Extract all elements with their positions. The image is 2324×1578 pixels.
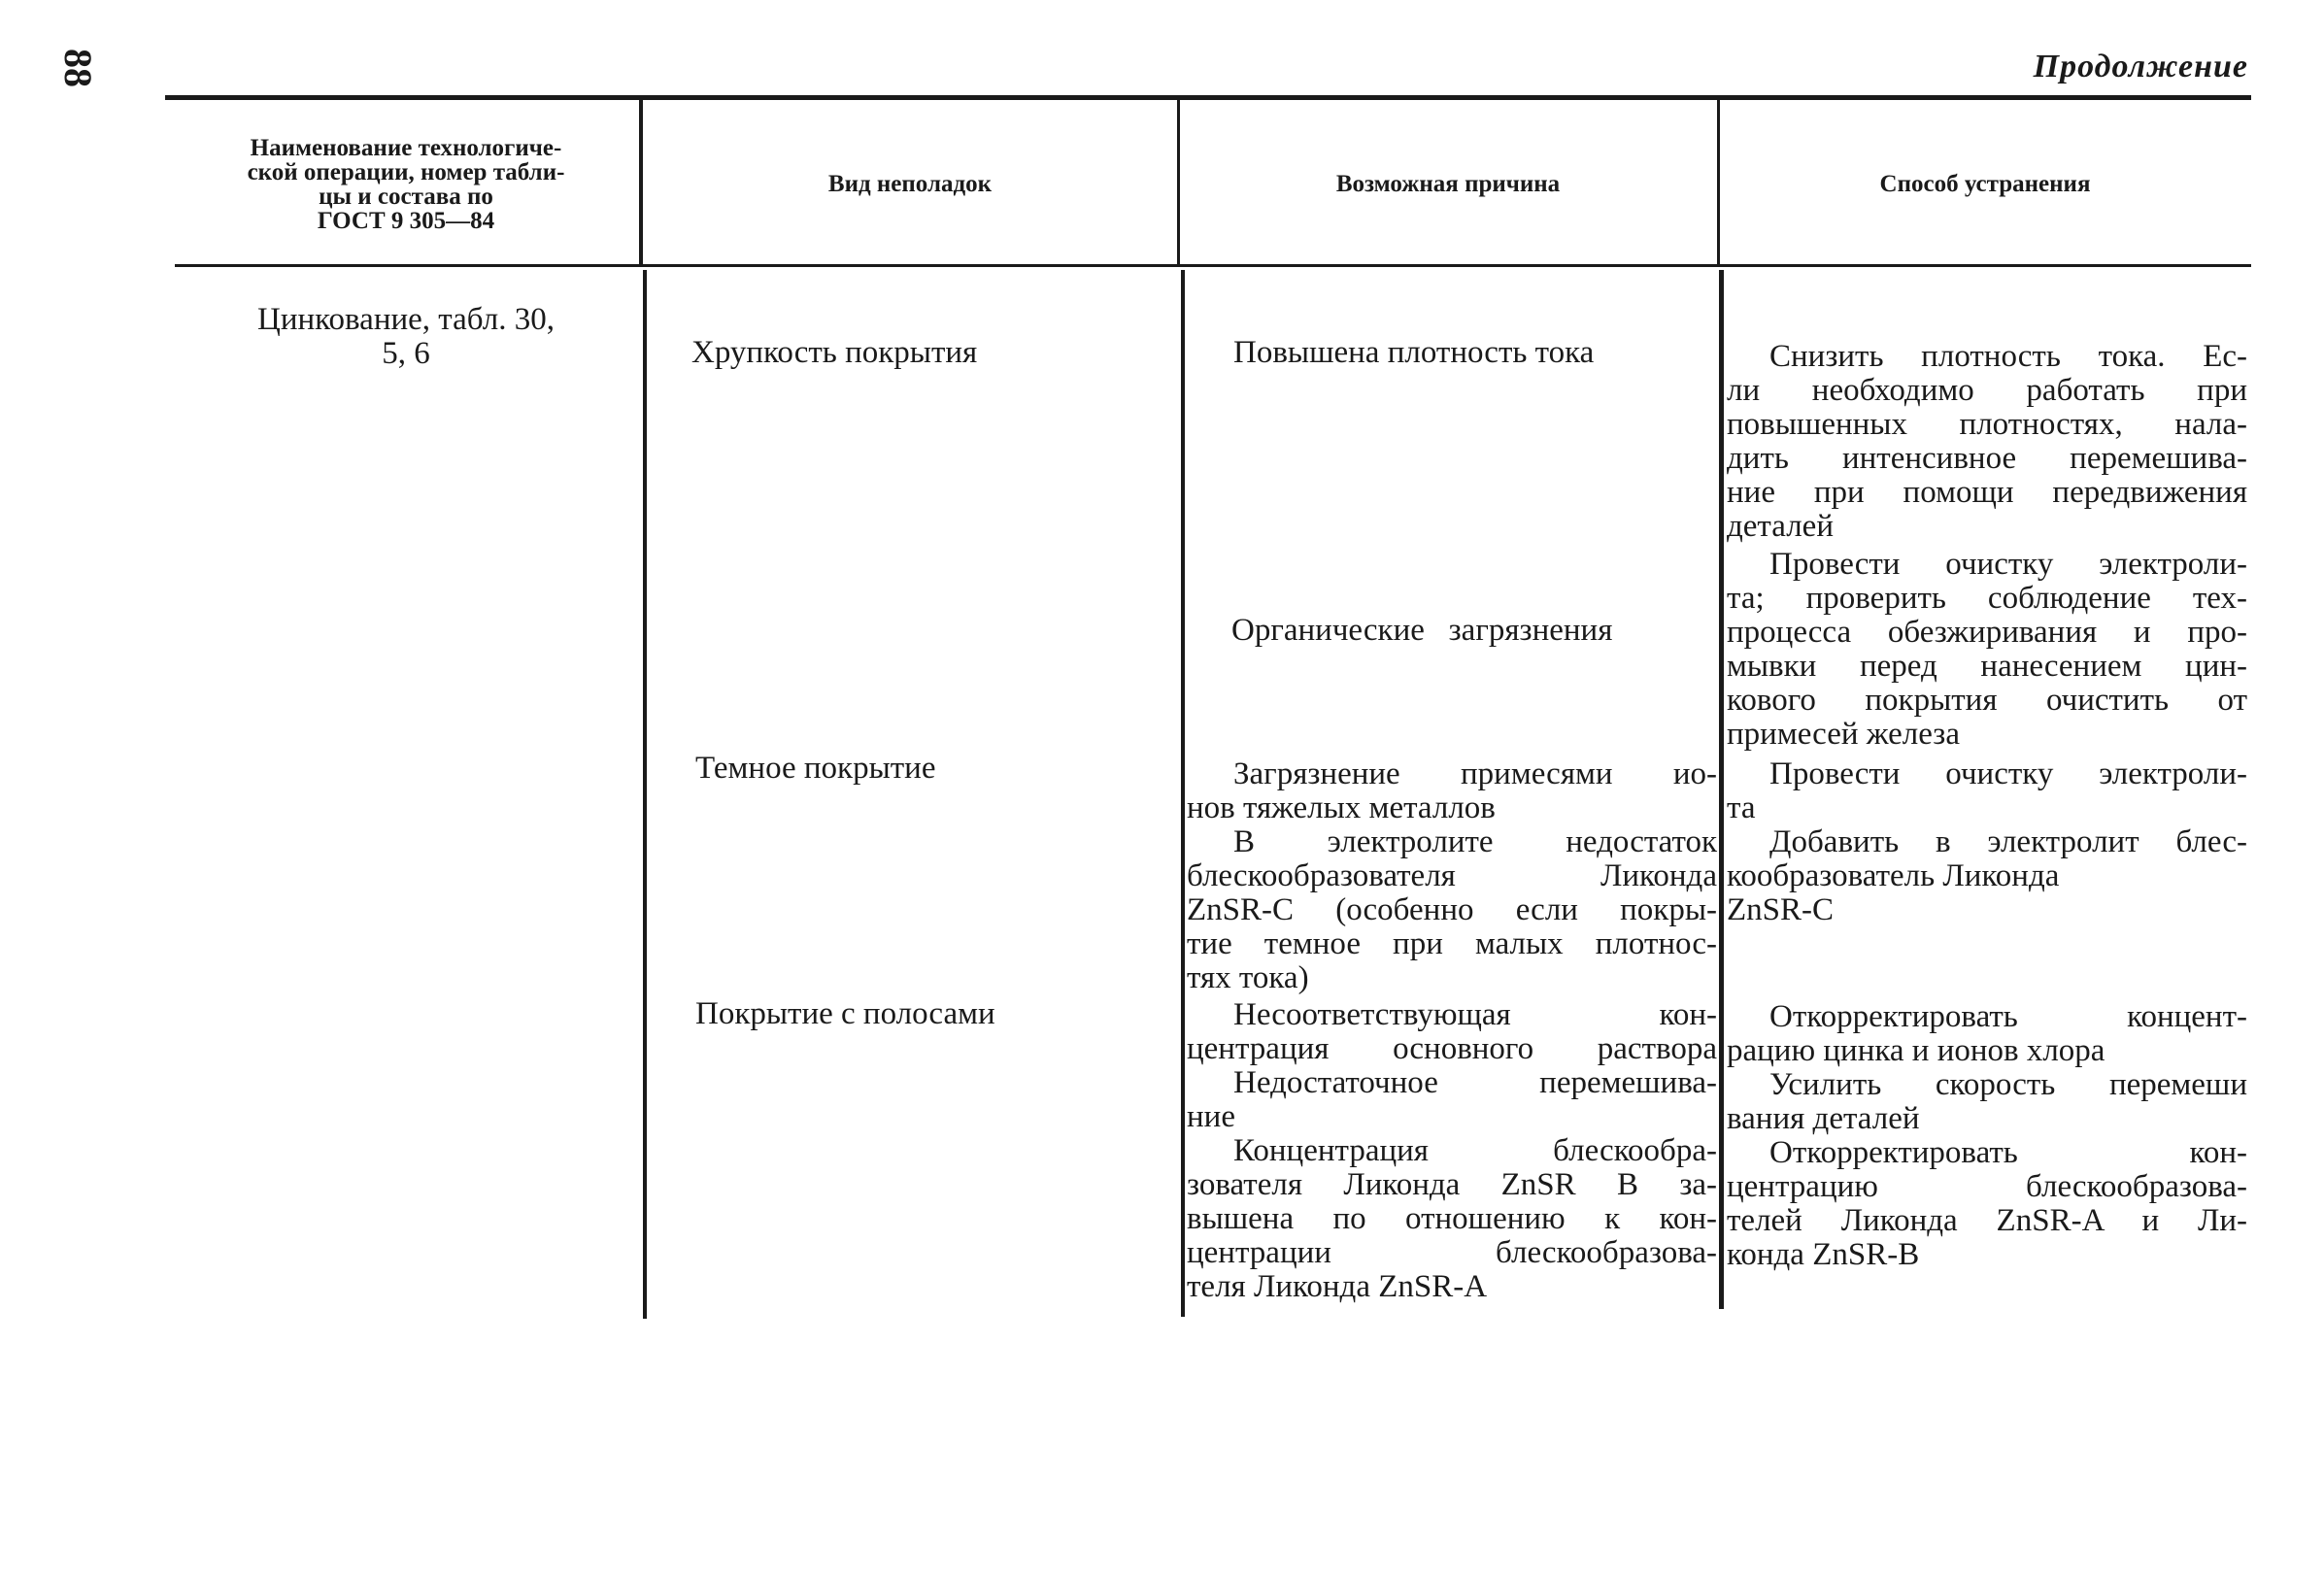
column-divider-3 bbox=[1717, 100, 1720, 265]
header-defect-text: Вид неполадок bbox=[827, 171, 993, 197]
cause-line: Концентрация блескообра- bbox=[1233, 1133, 1717, 1168]
remedy-line: дить интенсивное перемешива- bbox=[1727, 441, 2247, 476]
cause-line: В электролите недостаток bbox=[1233, 824, 1717, 859]
remedy-line: центрацию блескообразова- bbox=[1727, 1169, 2247, 1204]
table-top-rule bbox=[165, 95, 2251, 100]
remedy-line: Снизить плотность тока. Ес- bbox=[1769, 339, 2247, 374]
cause-line: Органические загрязнения bbox=[1231, 613, 1613, 648]
remedy-line: ZnSR-C bbox=[1727, 892, 1835, 927]
cause-line: теля Ликонда ZnSR-A bbox=[1187, 1269, 1488, 1304]
operation-line-2: 5, 6 bbox=[382, 336, 430, 371]
defect-dark-coating bbox=[695, 752, 1171, 786]
cause-line: Загрязнение примесями ио- bbox=[1233, 756, 1717, 791]
cause-base-solution-concentration bbox=[1187, 998, 1717, 1066]
column-divider-2 bbox=[1177, 100, 1180, 265]
remedy-line: рацию цинка и ионов хлора bbox=[1727, 1033, 2105, 1068]
remedy-line: примесей железа bbox=[1727, 717, 1960, 752]
cause-line: зователя Ликонда ZnSR В за- bbox=[1187, 1167, 1717, 1202]
header-operation bbox=[175, 109, 637, 260]
remedy-line: ли необходимо работать при bbox=[1727, 373, 2247, 408]
operation-line-1: Цинкование, табл. 30, bbox=[257, 302, 555, 337]
cause-organic-contamination bbox=[1231, 546, 1707, 682]
remedy-line: Провести очистку электроли- bbox=[1769, 756, 2247, 791]
remedy-clean-electrolyte bbox=[1727, 548, 2247, 752]
cause-heavy-metal-ions bbox=[1187, 757, 1717, 825]
remedy-adjust-brighteners bbox=[1727, 1136, 2247, 1272]
cause-line: нов тяжелых металлов bbox=[1187, 790, 1496, 825]
remedy-line: кового покрытия очистить от bbox=[1727, 683, 2247, 718]
remedy-line: мывки перед нанесением цин- bbox=[1727, 649, 2247, 684]
defect-name: Хрупкость покрытия bbox=[691, 335, 978, 370]
remedy-line: процесса обезжиривания и про- bbox=[1727, 615, 2247, 650]
defect-name: Покрытие с полосами bbox=[695, 996, 995, 1031]
cause-line: тие темное при малых плотнос- bbox=[1187, 926, 1717, 961]
column-divider-1-body bbox=[643, 270, 647, 1319]
remedy-reduce-current bbox=[1727, 340, 2247, 544]
continuation-label: Продолжение bbox=[2033, 49, 2248, 84]
remedy-line: Провести очистку электроли- bbox=[1769, 547, 2247, 582]
cause-line: ZnSR-C (особенно если покры- bbox=[1187, 892, 1717, 927]
remedy-clean-electrolyte-2 bbox=[1727, 757, 2247, 825]
cause-brightener-b-excess bbox=[1187, 1134, 1717, 1304]
remedy-line: та bbox=[1727, 790, 1756, 825]
cause-line: центрация основного раствора bbox=[1187, 1031, 1717, 1066]
remedy-add-brightener bbox=[1727, 825, 2247, 927]
cause-insufficient-agitation bbox=[1187, 1066, 1717, 1134]
defect-name: Темное покрытие bbox=[695, 751, 936, 786]
cause-line: ние bbox=[1187, 1099, 1235, 1134]
remedy-line: кообразователь Ликонда bbox=[1727, 858, 2060, 893]
operation-cell bbox=[175, 303, 637, 371]
remedy-line: ние при помощи передвижения bbox=[1727, 475, 2247, 510]
remedy-adjust-zinc-chloride bbox=[1727, 1000, 2247, 1068]
remedy-line: телей Ликонда ZnSR-A и Ли- bbox=[1727, 1203, 2247, 1238]
cause-line: Недостаточное перемешива- bbox=[1233, 1065, 1717, 1100]
column-divider-2-body bbox=[1181, 270, 1185, 1317]
cause-brightener-shortage bbox=[1187, 825, 1717, 995]
cause-line: Повышена плотность тока bbox=[1233, 335, 1595, 370]
cause-line: блескообразователя Ликонда bbox=[1187, 858, 1717, 893]
header-remedy bbox=[1721, 109, 2249, 260]
cause-line: тях тока) bbox=[1187, 960, 1309, 995]
page-number: 88 bbox=[56, 49, 100, 87]
remedy-line: повышенных плотностях, нала- bbox=[1727, 407, 2247, 442]
defect-striped-coating bbox=[695, 997, 1171, 1031]
remedy-line: Добавить в электролит блес- bbox=[1769, 824, 2247, 859]
column-divider-3-body bbox=[1719, 270, 1724, 1309]
cause-high-current bbox=[1233, 336, 1709, 370]
cause-line: центрации блескообразова- bbox=[1187, 1235, 1717, 1270]
remedy-line: Откорректировать концент- bbox=[1769, 999, 2247, 1034]
remedy-line: деталей bbox=[1727, 509, 1834, 544]
remedy-line: та; проверить соблюдение тех- bbox=[1727, 581, 2247, 616]
defect-brittleness bbox=[691, 336, 1167, 370]
header-remedy-text: Способ устранения bbox=[1879, 171, 2091, 197]
remedy-line: вания деталей bbox=[1727, 1101, 1920, 1136]
remedy-increase-agitation bbox=[1727, 1068, 2247, 1136]
cause-line: вышена по отношению к кон- bbox=[1187, 1201, 1717, 1236]
header-operation-text: Наименование технологиче- ской операции, номер табли- цы и состава по ГОСТ 9 305—84 bbox=[247, 135, 565, 234]
cause-line: Несоответствующая кон- bbox=[1233, 997, 1717, 1032]
remedy-line: конда ZnSR-B bbox=[1727, 1237, 1920, 1272]
header-cause bbox=[1181, 109, 1715, 260]
header-cause-text: Возможная причина bbox=[1335, 171, 1561, 197]
remedy-line: Усилить скорость перемеши bbox=[1769, 1067, 2247, 1102]
remedy-line: Откорректировать кон- bbox=[1769, 1135, 2247, 1170]
header-defect bbox=[645, 109, 1175, 260]
table-header-rule bbox=[175, 264, 2251, 267]
column-divider-1 bbox=[639, 100, 643, 265]
